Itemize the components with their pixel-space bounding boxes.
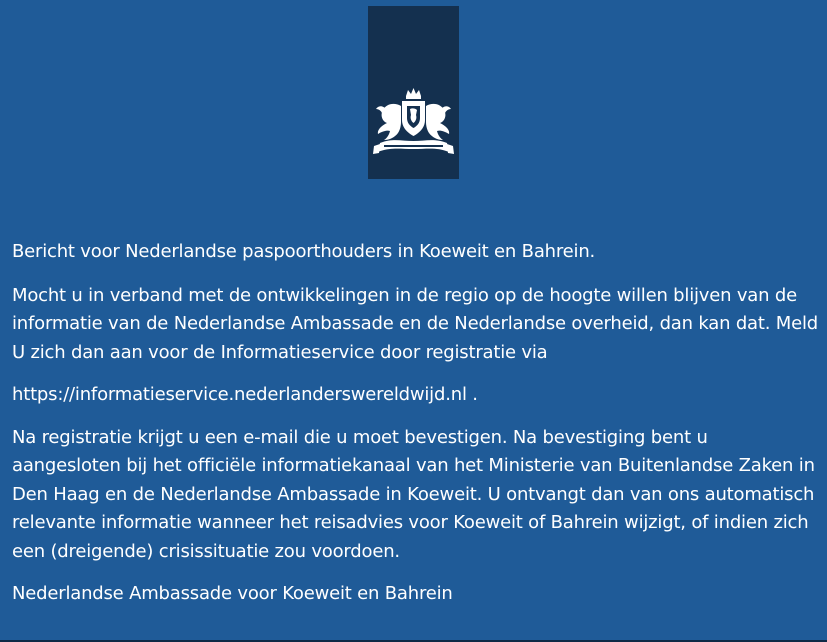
dutch-government-coat-of-arms-icon bbox=[372, 88, 455, 162]
registration-paragraph: Mocht u in verband met de ontwikkelingen in de regio op de hoogte willen blijven van de informatie van de Nederlandse Ambassade en de Nederlandse overheid, dan kan dat. Meld U zich dan aan voor de Informatieservice door registratie via bbox=[12, 284, 819, 363]
message-intro: Bericht voor Nederlandse paspoorthouders in Koeweit en Bahrein. bbox=[12, 241, 596, 262]
government-logo-block bbox=[368, 6, 459, 179]
embassy-signature: Nederlandse Ambassade voor Koeweit en Bahrein bbox=[12, 583, 453, 604]
message-body bbox=[12, 238, 818, 623]
registration-link: https://informatieservice.nederlanderswereldwijd.nl . bbox=[12, 384, 478, 405]
confirmation-paragraph: Na registratie krijgt u een e-mail die u moet bevestigen. Na bevestiging bent u aangesloten bij het officiële informatiekanaal van het Ministerie van Buitenlandse Zaken in Den Haag en de Nederlandse Ambassade in Koeweit. U ontvangt dan van ons automatisch relevante informatie wanneer het reisadvies voor Koeweit of Bahrein wijzigt, of indien zich een (dreigende) crisissituatie zou voordoen. bbox=[12, 426, 815, 562]
